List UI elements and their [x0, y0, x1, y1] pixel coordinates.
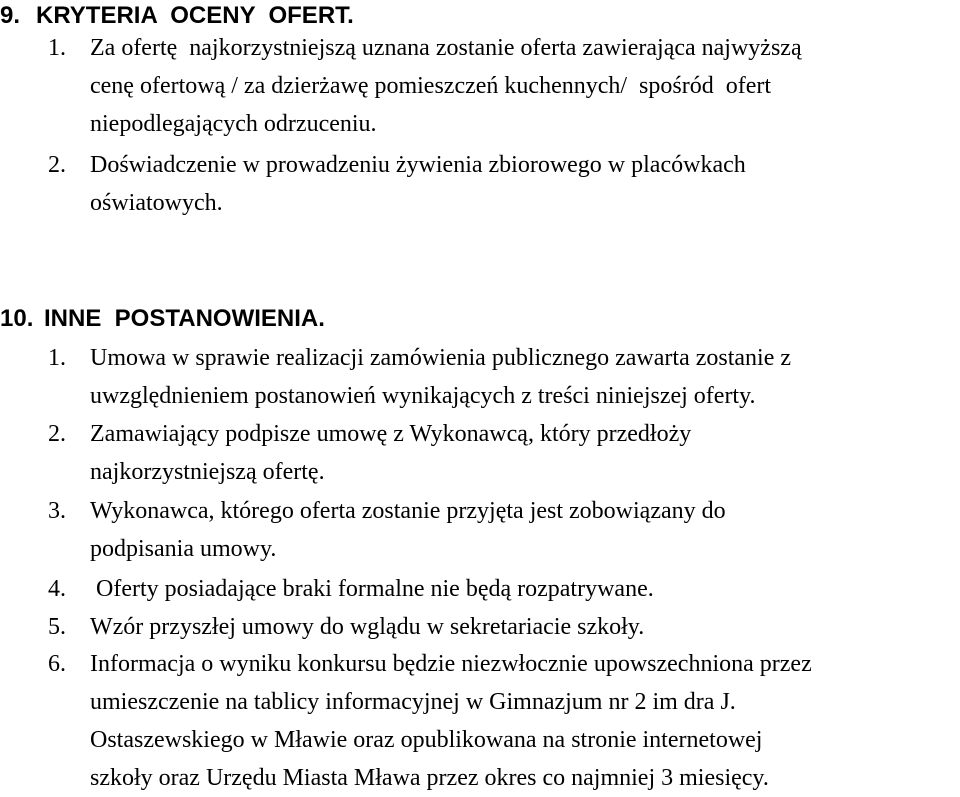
section-title: INNE POSTANOWIENIA.	[44, 305, 325, 332]
list-item-line: Umowa w sprawie realizacji zamówienia publicznego zawarta zostanie z	[90, 345, 792, 371]
list-item-line: cenę ofertową / za dzierżawę pomieszczeń kuchennych/ spośród ofert	[90, 73, 772, 99]
list-item-number: 2.	[48, 152, 66, 178]
list-item	[48, 415, 960, 491]
list-item	[48, 339, 960, 415]
list-item	[48, 608, 960, 646]
list-item-number: 1.	[48, 345, 66, 371]
list-item-line: Wzór przyszłej umowy do wglądu w sekretariacie szkoły.	[90, 614, 645, 640]
list-item-line: podpisania umowy.	[90, 536, 277, 562]
list-item	[48, 146, 960, 222]
list-item	[48, 570, 960, 608]
section-number: 9.	[0, 2, 21, 29]
list-item-line: Doświadczenie w prowadzeniu żywienia zbiorowego w placówkach	[90, 152, 746, 178]
section-number: 10.	[0, 305, 34, 332]
list-item-line: Zamawiający podpisze umowę z Wykonawcą, który przedłoży	[90, 421, 692, 447]
section-title: KRYTERIA OCENY OFERT.	[36, 2, 354, 29]
list-item-line: najkorzystniejszą ofertę.	[90, 459, 325, 485]
section-heading	[0, 305, 325, 333]
list-item-line: szkoły oraz Urzędu Miasta Mława przez okres co najmniej 3 miesięcy.	[90, 765, 769, 791]
list-item-line: Oferty posiadające braki formalne nie będą rozpatrywane.	[90, 576, 654, 602]
list-item-number: 6.	[48, 651, 66, 677]
list-item-number: 4.	[48, 576, 66, 602]
list-item-line: oświatowych.	[90, 190, 223, 216]
list-item	[48, 645, 960, 797]
list-item-number: 1.	[48, 35, 66, 61]
list-item-line: Informacja o wyniku konkursu będzie niezwłocznie upowszechniona przez	[90, 651, 812, 677]
list-item-line: Ostaszewskiego w Mławie oraz opublikowana na stronie internetowej	[90, 727, 763, 753]
list-item	[48, 29, 960, 143]
list-item-line: niepodlegających odrzuceniu.	[90, 111, 377, 137]
list-item-line: Wykonawca, którego oferta zostanie przyjęta jest zobowiązany do	[90, 498, 726, 524]
list-item-line: umieszczenie na tablicy informacyjnej w Gimnazjum nr 2 im dra J.	[90, 689, 736, 715]
list-item-number: 5.	[48, 614, 66, 640]
list-item-number: 3.	[48, 498, 66, 524]
section-heading	[0, 2, 354, 30]
list-item-line: Za ofertę najkorzystniejszą uznana zostanie oferta zawierająca najwyższą	[90, 35, 802, 61]
list-item-line: uwzględnieniem postanowień wynikających z treści niniejszej oferty.	[90, 383, 756, 409]
list-item-number: 2.	[48, 421, 66, 447]
list-item	[48, 492, 960, 568]
